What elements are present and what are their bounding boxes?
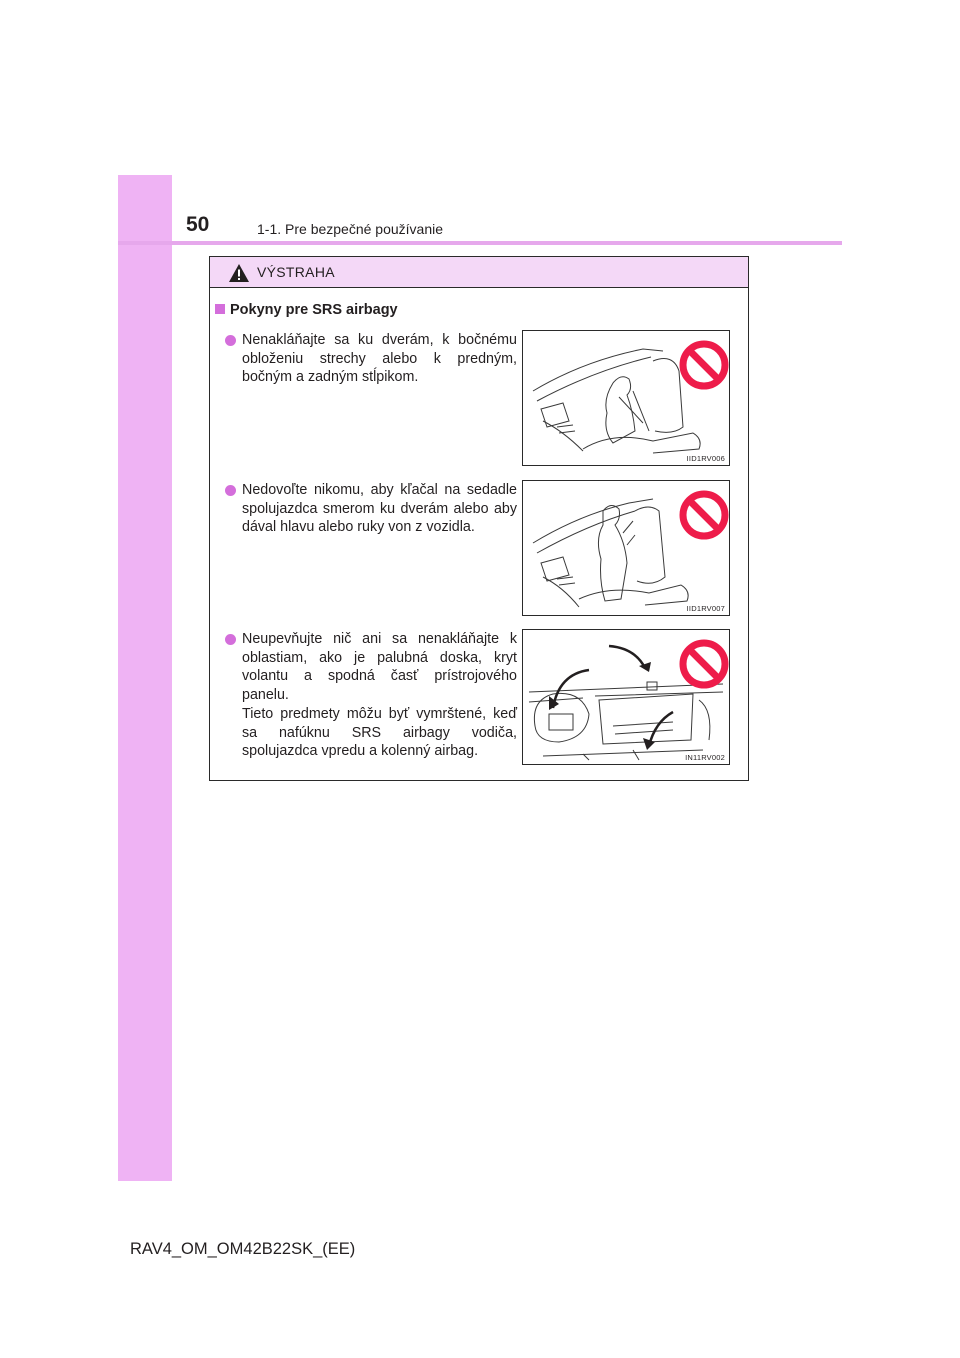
list-item-text: Nedovoľte nikomu, aby kľačal na sedadle spolujazdca smerom ku dverám alebo aby dával hlavu alebo ruky von z vozidla. xyxy=(242,482,517,536)
figure-kneeling-on-seat xyxy=(522,480,730,616)
warning-header xyxy=(210,257,748,288)
side-color-band xyxy=(118,175,172,1181)
list-item-text: Neupevňujte nič ani sa nenakláňajte k oblastiam, ako je palubná doska, kryt volantu a spodná časť prístrojového panelu. xyxy=(242,631,517,704)
figure-leaning-on-door xyxy=(522,330,730,466)
figure-illustration xyxy=(523,630,730,765)
list-item xyxy=(225,331,517,387)
bullet-icon xyxy=(225,634,236,645)
figure-id: IID1RV007 xyxy=(686,604,725,613)
prohibited-icon xyxy=(683,494,725,536)
page-number: 50 xyxy=(186,213,210,236)
figure-dashboard-areas xyxy=(522,629,730,765)
list-item-text-continued: Tieto predmety môžu byť vymrštené, keď sa nafúknu SRS airbagy vodiča, spolujazdca vpredu a kolenný airbag. xyxy=(242,705,517,760)
header-rule xyxy=(118,241,842,245)
warning-label: VÝSTRAHA xyxy=(257,264,335,280)
list-item xyxy=(225,630,517,761)
section-title: 1-1. Pre bezpečné používanie xyxy=(257,221,444,237)
warning-heading xyxy=(215,301,398,319)
figure-illustration xyxy=(523,331,730,466)
prohibited-icon xyxy=(683,643,725,685)
bullet-icon xyxy=(225,485,236,496)
figure-illustration xyxy=(523,481,730,616)
warning-triangle-icon xyxy=(228,263,250,283)
figure-id: IID1RV006 xyxy=(686,454,725,463)
warning-heading-text: Pokyny pre SRS airbagy xyxy=(230,302,398,318)
list-item xyxy=(225,481,517,537)
bullet-icon xyxy=(225,335,236,346)
prohibited-icon xyxy=(683,344,725,386)
list-item-text: Nenakláňajte sa ku dverám, k bočnému obloženiu strechy alebo k predným, bočným a zadným stĺpikom. xyxy=(242,332,517,386)
figure-id: IN11RV002 xyxy=(685,753,725,762)
section-marker-icon xyxy=(215,304,225,314)
document-code: RAV4_OM_OM42B22SK_(EE) xyxy=(130,1240,356,1258)
warning-box xyxy=(209,256,749,781)
